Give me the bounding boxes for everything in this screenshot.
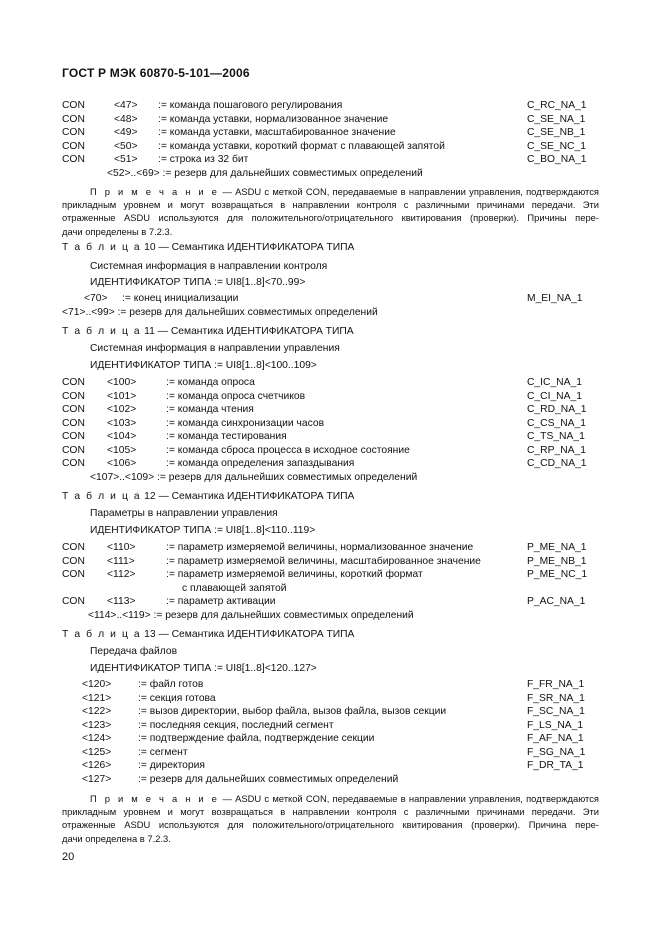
row-id: <111> xyxy=(107,555,135,567)
row-code: C_SE_NB_1 xyxy=(527,127,586,138)
row-id: <103> xyxy=(107,417,137,429)
row-desc: := команда уставки, масштабированное значение xyxy=(158,127,396,138)
row-id: <123> xyxy=(82,719,112,731)
list-item xyxy=(0,773,661,786)
type-identifier: ИДЕНТИФИКАТОР ТИПА := UI8[1..8]<70..99> xyxy=(90,277,306,288)
row-id: <105> xyxy=(107,444,137,456)
list-item xyxy=(0,746,661,759)
list-item xyxy=(0,705,661,718)
row-code: C_RD_NA_1 xyxy=(527,404,587,415)
type-identifier: ИДЕНТИФИКАТОР ТИПА := UI8[1..8]<110..119> xyxy=(90,525,316,536)
table-caption-label: Т а б л и ц а xyxy=(62,629,142,640)
table-caption-title: 13 — Семантика ИДЕНТИФИКАТОРА ТИПА xyxy=(141,629,355,640)
list-item xyxy=(0,140,661,153)
type-identifier: ИДЕНТИФИКАТОР ТИПА := UI8[1..8]<120..127> xyxy=(90,663,317,674)
row-prefix: CON xyxy=(62,555,85,567)
row-prefix: CON xyxy=(62,127,85,138)
row-id: <127> xyxy=(82,773,112,785)
row-id: <113> xyxy=(107,596,136,607)
row-desc: := команда синхронизации часов xyxy=(166,417,325,429)
row-id: <100> xyxy=(107,377,137,388)
row-desc: := резерв для дальнейших совместимых определений xyxy=(138,773,399,785)
note-line: — ASDU с меткой CON, передаваемые в направлении управления, подтверждаются xyxy=(219,186,599,197)
row-code: C_IC_NA_1 xyxy=(527,377,582,388)
note-line: отраженные ASDU используются для положительного/отрицательного квитирования (проверки). Причины пере- xyxy=(62,212,599,224)
note-line: — ASDU с меткой CON, передаваемые в направлении управления, подтверждаются xyxy=(219,793,599,804)
row-desc: := команда уставки, короткий формат с плавающей запятой xyxy=(158,140,445,152)
list-item xyxy=(0,444,661,457)
list-item xyxy=(0,376,661,389)
page-number: 20 xyxy=(62,851,75,863)
row-prefix: CON xyxy=(62,113,85,125)
row-code: P_ME_NC_1 xyxy=(527,569,588,580)
note-line: отраженные ASDU используются для положительного/отрицательного квитирования (проверки). Причина пере- xyxy=(62,819,599,831)
row-prefix: CON xyxy=(62,596,85,607)
list-item xyxy=(0,457,661,470)
list-item xyxy=(0,568,661,581)
row-id: <51> xyxy=(114,154,138,165)
table-caption-title: 11 — Семантика ИДЕНТИФИКАТОРА ТИПА xyxy=(141,326,354,337)
row-desc: := команда опроса xyxy=(166,377,255,388)
row-code: P_ME_NB_1 xyxy=(527,555,587,567)
table-caption xyxy=(62,325,354,338)
table-caption xyxy=(62,241,354,254)
row-code: C_CI_NA_1 xyxy=(527,390,582,402)
document-header: ГОСТ Р МЭК 60870-5-101—2006 xyxy=(62,66,250,80)
note-line: прикладным уровнем и могут возвращаться в направлении контроля с различными причинами передачи. Эти xyxy=(62,806,599,818)
table-caption-label: Т а б л и ц а xyxy=(62,491,142,502)
row-desc: := сегмент xyxy=(138,746,188,758)
list-item xyxy=(0,541,661,554)
list-item xyxy=(0,759,661,772)
note-paragraph xyxy=(62,792,599,845)
row-id: <101> xyxy=(107,390,137,402)
table-caption-title: 10 — Семантика ИДЕНТИФИКАТОРА ТИПА xyxy=(141,242,355,253)
row-desc: := последняя секция, последний сегмент xyxy=(138,719,334,731)
row-id: <120> xyxy=(82,679,112,690)
row-id: <121> xyxy=(82,692,112,704)
row-prefix: CON xyxy=(62,417,85,429)
row-desc: := команда тестирования xyxy=(166,431,287,442)
row-code: M_EI_NA_1 xyxy=(527,293,583,304)
row-prefix: CON xyxy=(62,458,85,469)
list-item xyxy=(0,678,661,691)
list-item xyxy=(0,595,661,608)
row-id: <106> xyxy=(107,458,137,469)
list-item xyxy=(0,153,661,166)
row-id: <122> xyxy=(82,706,112,717)
row-desc: := вызов директории, выбор файла, вызов файла, вызов секции xyxy=(138,706,447,717)
row-prefix: CON xyxy=(62,154,85,165)
table-subtitle: Системная информация в направлении управления xyxy=(90,343,340,354)
row-id: <102> xyxy=(107,404,137,415)
row-desc: := параметр измеряемой величины, масштабированное значение xyxy=(166,555,481,567)
row-desc: := конец инициализации xyxy=(122,293,239,304)
list-item xyxy=(0,430,661,443)
table-caption-label: Т а б л и ц а xyxy=(62,242,142,253)
row-desc: := команда опроса счетчиков xyxy=(166,390,306,402)
row-id: <47> xyxy=(114,100,138,111)
row-id: <112> xyxy=(107,569,136,580)
table-subtitle: Системная информация в направлении контроля xyxy=(90,261,328,272)
list-item xyxy=(0,390,661,403)
row-code: F_SC_NA_1 xyxy=(527,706,585,717)
table-caption xyxy=(62,628,354,641)
list-item xyxy=(0,403,661,416)
row-code: F_SR_NA_1 xyxy=(527,692,585,704)
note-label: П р и м е ч а н и е xyxy=(90,793,220,804)
list-item xyxy=(0,292,661,305)
row-code: C_SE_NA_1 xyxy=(527,113,586,125)
row-code: C_CS_NA_1 xyxy=(527,417,586,429)
row-desc: := строка из 32 бит xyxy=(158,154,249,165)
row-prefix: CON xyxy=(62,404,85,415)
reserve-line: <52>..<69> := резерв для дальнейших совместимых определений xyxy=(107,167,423,179)
list-item xyxy=(0,719,661,732)
row-id: <124> xyxy=(82,733,112,744)
list-item xyxy=(0,692,661,705)
row-id: <48> xyxy=(114,113,138,125)
row-prefix: CON xyxy=(62,431,85,442)
table-caption-title: 12 — Семантика ИДЕНТИФИКАТОРА ТИПА xyxy=(141,491,355,502)
list-item xyxy=(0,99,661,112)
row-prefix: CON xyxy=(62,390,85,402)
row-id: <126> xyxy=(82,760,112,771)
row-id: <110> xyxy=(107,542,136,553)
row-id: <125> xyxy=(82,746,112,758)
table-subtitle: Передача файлов xyxy=(90,646,178,657)
row-prefix: CON xyxy=(62,100,85,111)
row-id: <104> xyxy=(107,431,137,442)
row-prefix: CON xyxy=(62,140,85,152)
row-desc: := команда чтения xyxy=(166,404,254,415)
reserve-line: <107>..<109> := резерв для дальнейших совместимых определений xyxy=(90,472,418,483)
row-desc: := команда пошагового регулирования xyxy=(158,100,343,111)
list-item xyxy=(0,126,661,139)
row-desc: := параметр активации xyxy=(166,596,276,607)
table-subtitle: Параметры в направлении управления xyxy=(90,508,278,519)
row-code: C_TS_NA_1 xyxy=(527,431,585,442)
reserve-line: <71>..<99> := резерв для дальнейших совместимых определений xyxy=(62,307,378,318)
row-code: F_AF_NA_1 xyxy=(527,733,584,744)
row-prefix: CON xyxy=(62,542,85,553)
note-line: дачи определена в 7.2.3. xyxy=(62,832,171,844)
row-desc: := команда уставки, нормализованное значение xyxy=(158,113,389,125)
row-desc: := параметр измеряемой величины, короткий формат xyxy=(166,569,423,580)
row-code: F_SG_NA_1 xyxy=(527,746,586,758)
row-desc: := директория xyxy=(138,760,205,771)
row-desc: := файл готов xyxy=(138,679,204,690)
row-desc: := команда сброса процесса в исходное состояние xyxy=(166,444,410,456)
row-code: C_RC_NA_1 xyxy=(527,100,587,111)
table-caption xyxy=(62,490,354,503)
row-code: C_RP_NA_1 xyxy=(527,444,586,456)
type-identifier: ИДЕНТИФИКАТОР ТИПА := UI8[1..8]<100..109> xyxy=(90,360,317,371)
row-id: <49> xyxy=(114,127,138,138)
row-id: <70> xyxy=(84,293,108,304)
table-caption-label: Т а б л и ц а xyxy=(62,326,142,337)
row-prefix: CON xyxy=(62,377,85,388)
row-code: F_DR_TA_1 xyxy=(527,760,584,771)
row-prefix: CON xyxy=(62,444,85,456)
list-item xyxy=(0,113,661,126)
reserve-line: <114>..<119> := резерв для дальнейших совместимых определений xyxy=(88,609,414,621)
row-code: P_ME_NA_1 xyxy=(527,542,587,553)
note-paragraph xyxy=(62,185,599,238)
row-code: P_AC_NA_1 xyxy=(527,596,586,607)
row-desc: := подтверждение файла, подтверждение секции xyxy=(138,733,375,744)
row-desc: := параметр измеряемой величины, нормализованное значение xyxy=(166,542,474,553)
list-item xyxy=(0,732,661,745)
row-code: C_SE_NC_1 xyxy=(527,140,586,152)
row-code: F_FR_NA_1 xyxy=(527,679,585,690)
row-desc: := команда определения запаздывания xyxy=(166,458,355,469)
note-line: прикладным уровнем и могут возвращаться в направлении контроля с различными причинами передачи. Эти xyxy=(62,199,599,211)
row-prefix: CON xyxy=(62,569,85,580)
row-code: C_BO_NA_1 xyxy=(527,154,587,165)
row-code: F_LS_NA_1 xyxy=(527,719,584,731)
row-desc: := секция готова xyxy=(138,692,216,704)
list-item xyxy=(0,417,661,430)
note-label: П р и м е ч а н и е xyxy=(90,186,220,197)
note-line: дачи определены в 7.2.3. xyxy=(62,225,173,237)
row-code: C_CD_NA_1 xyxy=(527,458,587,469)
row-id: <50> xyxy=(114,140,138,152)
row-desc-continuation: с плавающей запятой xyxy=(182,582,287,594)
list-item xyxy=(0,555,661,568)
